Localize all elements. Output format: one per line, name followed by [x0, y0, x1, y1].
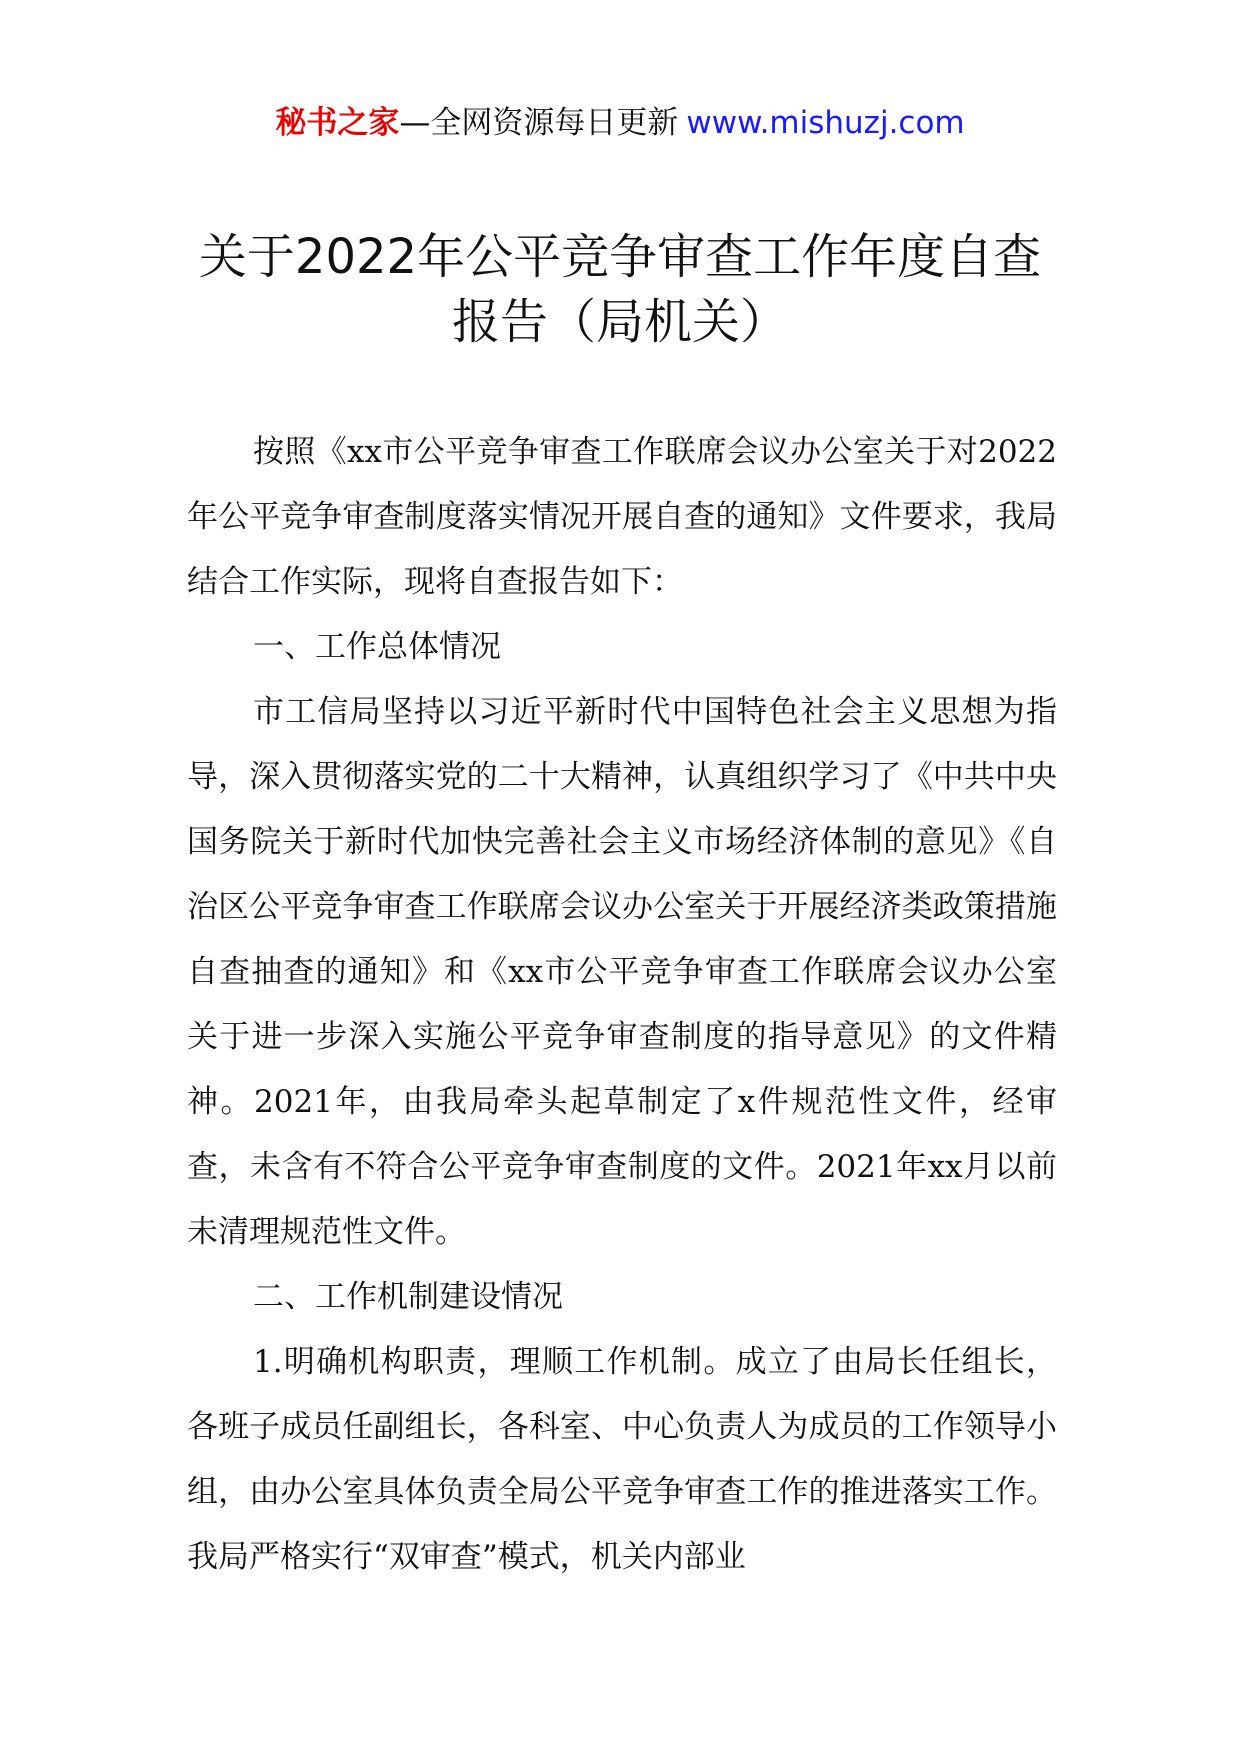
site-header-banner	[0, 103, 1240, 143]
section-heading-overall: 一、工作总体情况	[253, 629, 501, 665]
mechanism-paragraph: 1.明确机构职责，理顺工作机制。成立了由局长任组长，各班子成员任副组长，各科室、中心负责人为成员的工作领导小组，由办公室具体负责全局公平竞争审查工作的推进落实工作。我局严格实行“双审查”模式，机关内部业	[187, 1344, 1057, 1575]
intro-paragraph: 按照《xx市公平竞争审查工作联席会议办公室关于对2022年公平竞争审查制度落实情况开展自查的通知》文件要求，我局结合工作实际，现将自查报告如下：	[187, 434, 1057, 600]
document-body	[187, 420, 1057, 1590]
site-url-link[interactable]: www.mishuzj.com	[686, 105, 965, 141]
overall-situation-paragraph: 市工信局坚持以习近平新时代中国特色社会主义思想为指导，深入贯彻落实党的二十大精神，认真组织学习了《中共中央国务院关于新时代加快完善社会主义市场经济体制的意见》《自治区公平竞争审查工作联席会议办公室关于开展经济类政策措施自查抽查的通知》和《xx市公平竞争审查工作联席会议办公室关于进一步深入实施公平竞争审查制度的指导意见》的文件精神。2021年，由我局牵头起草制定了x件规范性文件，经审查，未含有不符合公平竞争审查制度的文件。2021年xx月以前未清理规范性文件。	[187, 694, 1057, 1250]
brand-name: 秘书之家	[275, 105, 400, 141]
document-title: 关于2022年公平竞争审查工作年度自查报告（局机关）	[198, 229, 1042, 350]
section-heading-mechanism: 二、工作机制建设情况	[253, 1279, 563, 1315]
header-slogan: —全网资源每日更新	[399, 105, 679, 141]
